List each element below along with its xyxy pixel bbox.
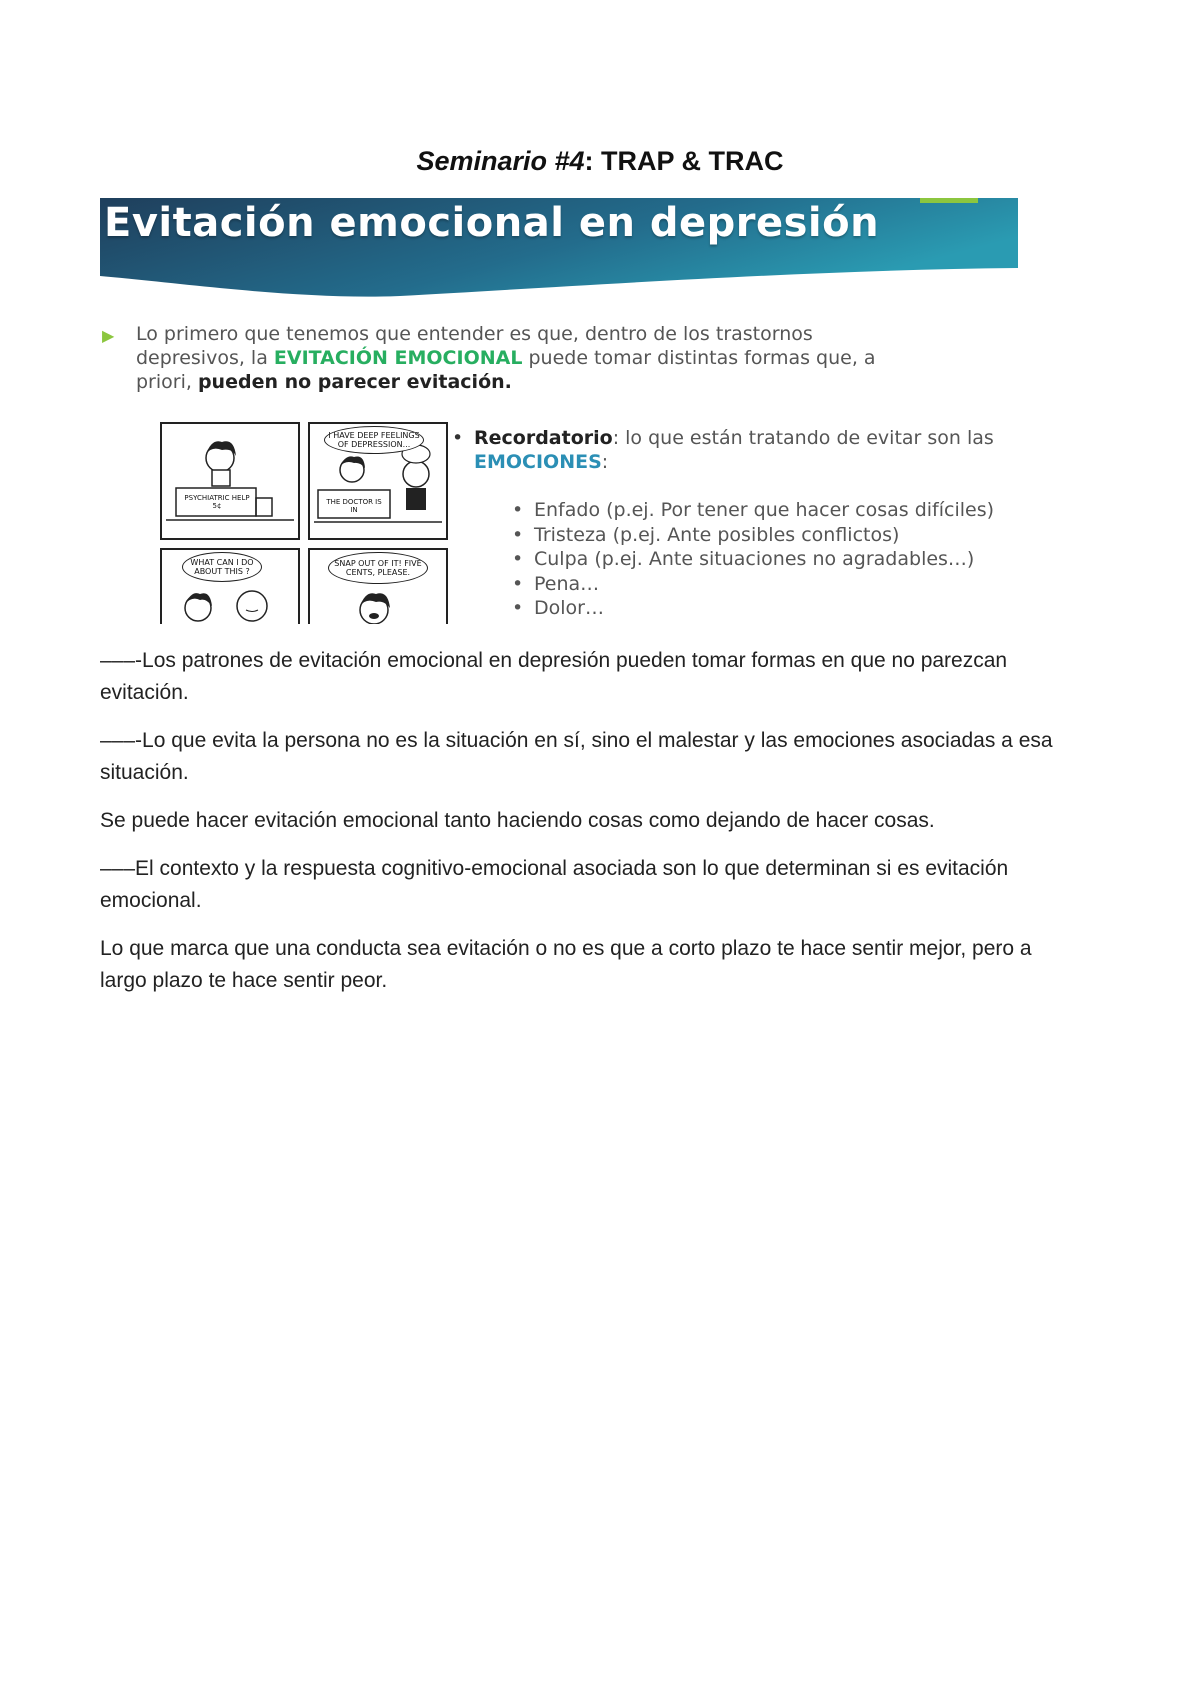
paragraph: –––El contexto y la respuesta cognitivo-emocional asociada son lo que determinan si es evitación emocional.	[100, 857, 1009, 912]
panel4-speech-bubble: SNAP OUT OF IT! FIVE CENTS, PLEASE.	[328, 552, 428, 584]
paragraph: –––-Lo que evita la persona no es la situación en sí, sino el malestar y las emociones asociadas a esa situación.	[100, 729, 1053, 784]
emotion-item: • Dolor…	[512, 596, 1012, 621]
slide-heading: Evitación emocional en depresión	[104, 200, 880, 246]
document-title	[0, 146, 1200, 177]
bullet-dot-icon: •	[452, 427, 464, 449]
paragraph: Se puede hacer evitación emocional tanto haciendo cosas como dejando de hacer cosas.	[100, 809, 935, 832]
comic-panel-2	[308, 422, 448, 540]
slide-intro	[102, 322, 896, 394]
emotion-item: • Enfado (p.ej. Por tener que hacer cosas difíciles)	[512, 498, 1012, 523]
panel1-sign: PSYCHIATRIC HELP 5¢	[184, 494, 250, 510]
intro-highlight: EVITACIÓN EMOCIONAL	[273, 347, 523, 369]
reminder-highlight: EMOCIONES	[474, 451, 602, 473]
bullet-arrow-icon: ▶	[102, 326, 115, 345]
slide-banner	[100, 198, 1018, 303]
reminder-colon: :	[601, 451, 609, 473]
body-text	[100, 645, 1060, 1013]
document-title-rest: : TRAP & TRAC	[584, 146, 784, 176]
panel2-sign: THE DOCTOR IS IN	[326, 498, 382, 514]
panel2-speech-bubble: I HAVE DEEP FEELINGS OF DEPRESSION...	[324, 426, 424, 454]
comic-panel-1	[160, 422, 300, 540]
slide-image	[100, 198, 1018, 624]
peanuts-comic	[160, 422, 452, 624]
emotion-item: • Tristeza (p.ej. Ante posibles conflictos)	[512, 523, 1012, 548]
comic-panel-4	[308, 548, 448, 624]
intro-bold: pueden no parecer evitación.	[197, 371, 512, 393]
emotion-item: • Pena…	[512, 572, 1012, 597]
reminder-text: : lo que están tratando de evitar son las	[612, 427, 994, 449]
emotion-item: • Culpa (p.ej. Ante situaciones no agradables…)	[512, 547, 1012, 572]
intro-text-1: Lo primero que tenemos que entender es que, dentro de los trastornos depresivos, la	[136, 323, 813, 369]
paragraph: Lo que marca que una conducta sea evitación o no es que a corto plazo te hace sentir mejor, pero a largo plazo te hace sentir peor.	[100, 937, 1032, 992]
lucy-booth-drawing	[162, 424, 298, 538]
reminder-label: Recordatorio	[474, 427, 613, 449]
slide-reminder	[452, 426, 1014, 474]
intro-text-2: puede tomar distintas formas que, a priori,	[136, 347, 876, 393]
paragraph: –––-Los patrones de evitación emocional en depresión pueden tomar formas en que no parezcan evitación.	[100, 649, 1008, 704]
document-title-italic: Seminario #4	[416, 146, 585, 176]
comic-panel-3	[160, 548, 300, 624]
banner-accent-bar	[920, 198, 978, 203]
emotions-list	[512, 498, 1012, 621]
panel3-speech-bubble: WHAT CAN I DO ABOUT THIS ?	[182, 552, 262, 582]
